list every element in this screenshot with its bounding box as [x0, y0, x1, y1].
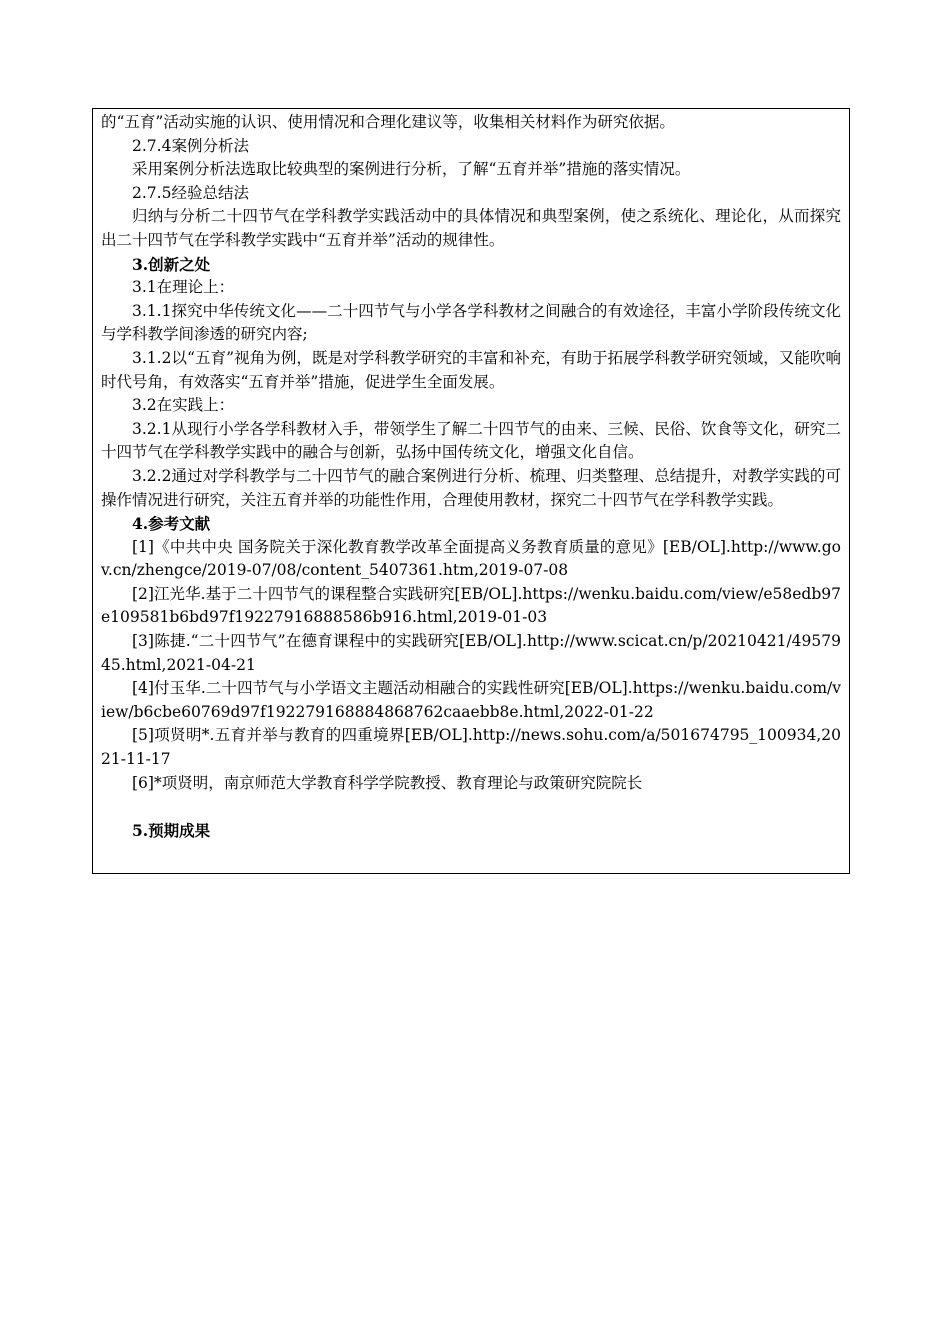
paragraph: 3.2.1从现行小学各学科教材入手，带领学生了解二十四节气的由来、三候、民俗、饮食等文化，研究二十四节气在学科教学实践中的融合与创新，弘扬中国传统文化，增强文化自信。 [101, 419, 841, 462]
content-table-cell [92, 108, 850, 874]
section-heading: 5.预期成果 [132, 820, 211, 840]
paragraph: 3.1.2以“五育”视角为例，既是对学科教学研究的丰富和补充，有助于拓展学科教学研究领域，又能吹响时代号角，有效落实“五育并举”措施，促进学生全面发展。 [101, 348, 841, 391]
paragraph: [6]*项贤明，南京师范大学教育科学学院教授、教育理论与政策研究院院长 [132, 773, 643, 792]
paragraph: 的“五育”活动实施的认识、使用情况和合理化建议等，收集相关材料作为研究依据。 [101, 113, 675, 131]
paragraph: 3.2在实践上： [132, 396, 235, 415]
paragraph: 归纳与分析二十四节气在学科教学实践活动中的具体情况和典型案例，使之系统化、理论化，从而探究出二十四节气在学科教学实践中“五育并举”活动的规律性。 [101, 207, 841, 249]
paragraph: [1]《中共中央 国务院关于深化教育教学改革全面提高义务教育质量的意见》[EB/OL].http://www.gov.cn/zhengce/2019-07/08/content_5407361.htm,2019-07-08 [101, 537, 841, 580]
paragraph: 2.7.5经验总结法 [132, 183, 249, 202]
paragraph: [2]江光华.基于二十四节气的课程整合实践研究[EB/OL].https://wenku.baidu.com/view/e58edb97e109581b6bd97f19227916888586b916.html,2019-01-03 [101, 584, 841, 627]
paragraph: 3.1.1探究中华传统文化——二十四节气与小学各学科教材之间融合的有效途径，丰富小学阶段传统文化与学科教学间渗透的研究内容; [101, 301, 841, 344]
section-heading: 4.参考文献 [132, 514, 211, 534]
paragraph: 3.1在理论上： [132, 278, 235, 297]
paragraph: [5]项贤明*.五育并举与教育的四重境界[EB/OL].http://news.sohu.com/a/501674795_100934,2021-11-17 [101, 726, 841, 769]
paragraph: [3]陈捷.“二十四节气”在德育课程中的实践研究[EB/OL].http://www.scicat.cn/p/20210421/4957945.html,2021-04-21 [101, 632, 841, 674]
paragraph: [4]付玉华.二十四节气与小学语文主题活动相融合的实践性研究[EB/OL].https://wenku.baidu.com/view/b6cbe60769d97f192279168884868762caaebb8e.html,2022-01-22 [101, 679, 841, 721]
blank-line [101, 795, 841, 819]
paragraph: 3.2.2通过对学科教学与二十四节气的融合案例进行分析、梳理、归类整理、总结提升，对教学实践的可操作情况进行研究，关注五育并举的功能性作用，合理使用教材，探究二十四节气在学科教学实践。 [101, 466, 841, 509]
document-body [101, 111, 841, 842]
paragraph: 2.7.4案例分析法 [132, 136, 249, 155]
section-heading: 3.创新之处 [132, 254, 211, 274]
paragraph: 采用案例分析法选取比较典型的案例进行分析，了解“五育并举”措施的落实情况。 [132, 160, 691, 179]
